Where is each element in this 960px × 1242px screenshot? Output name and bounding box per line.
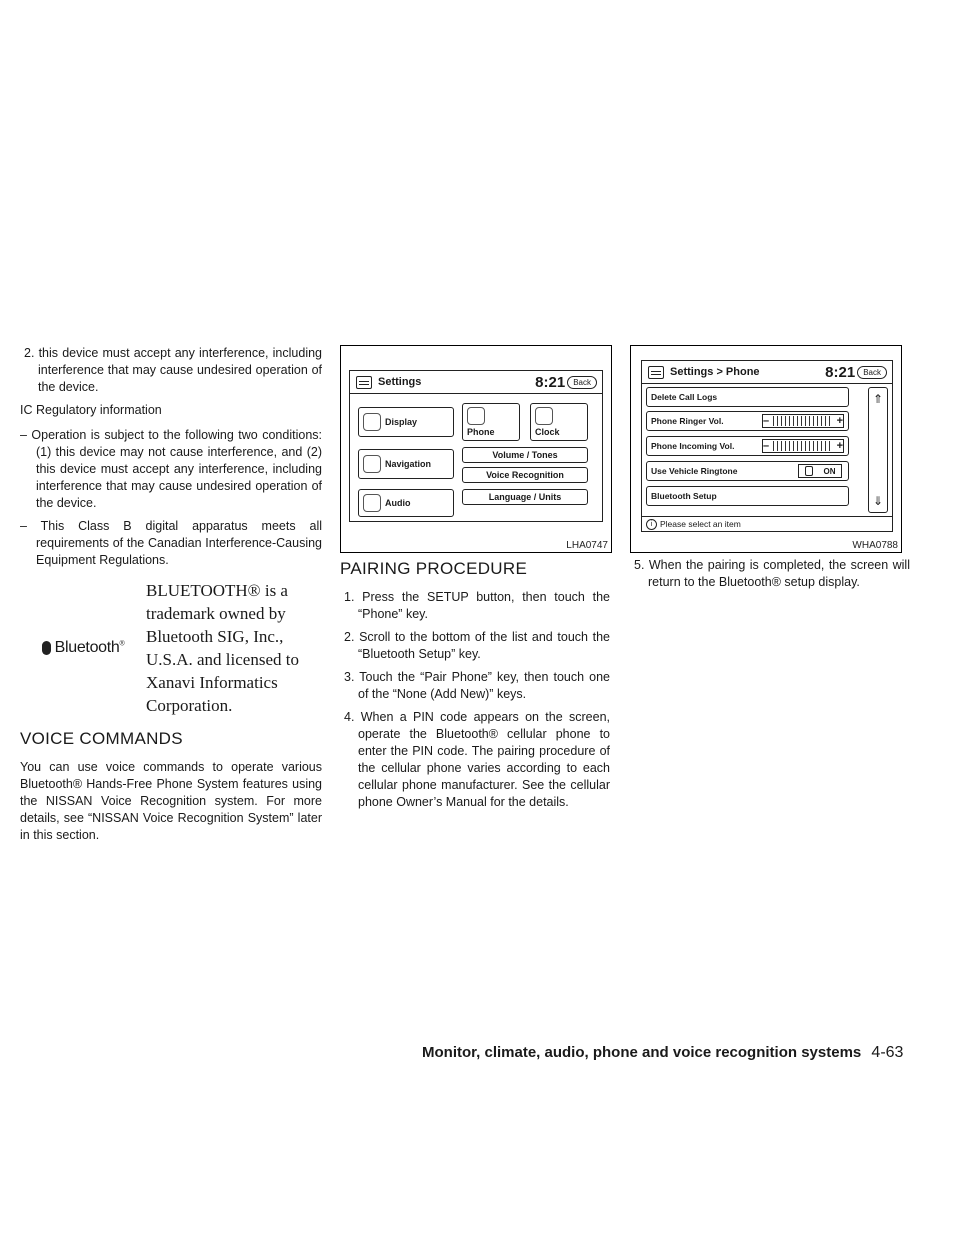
phone-ringer-vol-row[interactable]: Phone Ringer Vol. – +	[646, 411, 849, 431]
use-vehicle-ringtone-row[interactable]: Use Vehicle Ringtone ON	[646, 461, 849, 481]
minus-icon[interactable]: –	[763, 440, 770, 452]
figure-code: WHA0788	[852, 540, 898, 551]
page-footer	[422, 1044, 903, 1062]
scroll-up-icon[interactable]: ⇑	[872, 392, 884, 406]
voice-commands-text: You can use voice commands to operate various Bluetooth® Hands-Free Phone System features using the NISSAN Voice Recognition system. For more details, see “NISSAN Voice Recognition System” later in this section.	[20, 760, 322, 842]
pairing-step-4: 4. When a PIN code appears on the screen, operate the Bluetooth® cellular phone to enter the PIN code. The pairing procedure of the cellular phone varies according to each cellular phone manufacturer. See the cellular phone Owner’s Manual for the details.	[344, 710, 610, 809]
ic-condition-1: – Operation is subject to the following two conditions: (1) this device may not cause interference, and (2) this device must accept any interference, including interference that may cause undesired operation of the device.	[20, 428, 322, 510]
plus-icon[interactable]: +	[836, 415, 843, 427]
info-icon: i	[646, 519, 657, 530]
ic-regulatory-heading: IC Regulatory information	[20, 403, 162, 417]
pairing-step-2: 2. Scroll to the bottom of the list and touch the “Bluetooth Setup” key.	[344, 630, 610, 661]
navigation-icon	[363, 455, 381, 473]
delete-call-logs-button[interactable]: Delete Call Logs	[646, 387, 849, 407]
phone-incoming-vol-row[interactable]: Phone Incoming Vol. – +	[646, 436, 849, 456]
settings-screen-figure	[340, 345, 612, 553]
clock-icon	[535, 407, 553, 425]
footer-section-title: Monitor, climate, audio, phone and voice recognition systems	[422, 1044, 862, 1061]
bluetooth-rune-icon	[42, 641, 51, 655]
bluetooth-trademark-text: BLUETOOTH® is a trademark owned by Bluetooth SIG, Inc., U.S.A. and licensed to Xanavi Informatics Corporation.	[146, 581, 299, 715]
language-units-button[interactable]: Language / Units	[462, 489, 588, 505]
bluetooth-trademark-block	[20, 579, 322, 717]
ringer-volume-slider[interactable]	[762, 414, 844, 428]
back-button[interactable]: Back	[567, 376, 597, 389]
settings-menu-icon	[648, 366, 664, 379]
audio-button[interactable]: Audio	[358, 489, 454, 517]
pairing-step-1: 1. Press the SETUP button, then touch the “Phone” key.	[344, 590, 610, 621]
phone-settings-figure	[630, 345, 902, 553]
condition-item-2: 2. this device must accept any interference, including interference that may cause undesired operation of the device.	[24, 346, 322, 394]
pairing-procedure-heading: PAIRING PROCEDURE	[340, 559, 528, 578]
settings-menu-icon	[356, 376, 372, 389]
list-scrollbar[interactable]	[868, 387, 888, 513]
pairing-steps	[340, 589, 610, 811]
phone-settings-titlebar	[642, 361, 892, 384]
voice-recognition-button[interactable]: Voice Recognition	[462, 467, 588, 483]
settings-screen	[349, 370, 603, 522]
audio-icon	[363, 494, 381, 512]
phone-settings-screen	[641, 360, 893, 532]
column-middle	[340, 345, 610, 817]
settings-title: Settings	[378, 376, 422, 388]
phone-button[interactable]: Phone	[462, 403, 520, 441]
display-button[interactable]: Display	[358, 407, 454, 437]
volume-tones-button[interactable]: Volume / Tones	[462, 447, 588, 463]
bluetooth-logo	[20, 639, 146, 657]
bluetooth-logo-text: Bluetooth®	[54, 639, 125, 656]
phone-icon	[467, 407, 485, 425]
bluetooth-setup-button[interactable]: Bluetooth Setup	[646, 486, 849, 506]
plus-icon[interactable]: +	[836, 440, 843, 452]
clock-display: 8:21	[535, 373, 566, 391]
column-right	[630, 345, 910, 597]
phone-settings-title: Settings > Phone	[670, 366, 760, 378]
pairing-step-3: 3. Touch the “Pair Phone” key, then touch one of the “None (Add New)” keys.	[344, 670, 610, 701]
settings-titlebar	[350, 371, 602, 394]
vehicle-ringtone-toggle[interactable]: ON	[798, 464, 842, 478]
display-icon	[363, 413, 381, 431]
clock-button[interactable]: Clock	[530, 403, 588, 441]
back-button[interactable]: Back	[857, 366, 887, 379]
status-bar: i Please select an item	[642, 516, 892, 531]
pairing-step-5: 5. When the pairing is completed, the screen will return to the Bluetooth® setup display.	[634, 558, 910, 589]
ic-condition-2: – This Class B digital apparatus meets all requirements of the Canadian Interference-Causing Equipment Regulations.	[20, 519, 322, 567]
clock-display: 8:21	[825, 363, 856, 381]
figure-code: LHA0747	[566, 540, 608, 551]
toggle-indicator-icon	[805, 466, 813, 476]
minus-icon[interactable]: –	[763, 415, 770, 427]
scroll-down-icon[interactable]: ⇓	[872, 494, 884, 508]
incoming-volume-slider[interactable]	[762, 439, 844, 453]
column-left	[20, 345, 322, 844]
navigation-button[interactable]: Navigation	[358, 449, 454, 479]
page-number: 4-63	[871, 1044, 904, 1061]
voice-commands-heading: VOICE COMMANDS	[20, 729, 183, 748]
